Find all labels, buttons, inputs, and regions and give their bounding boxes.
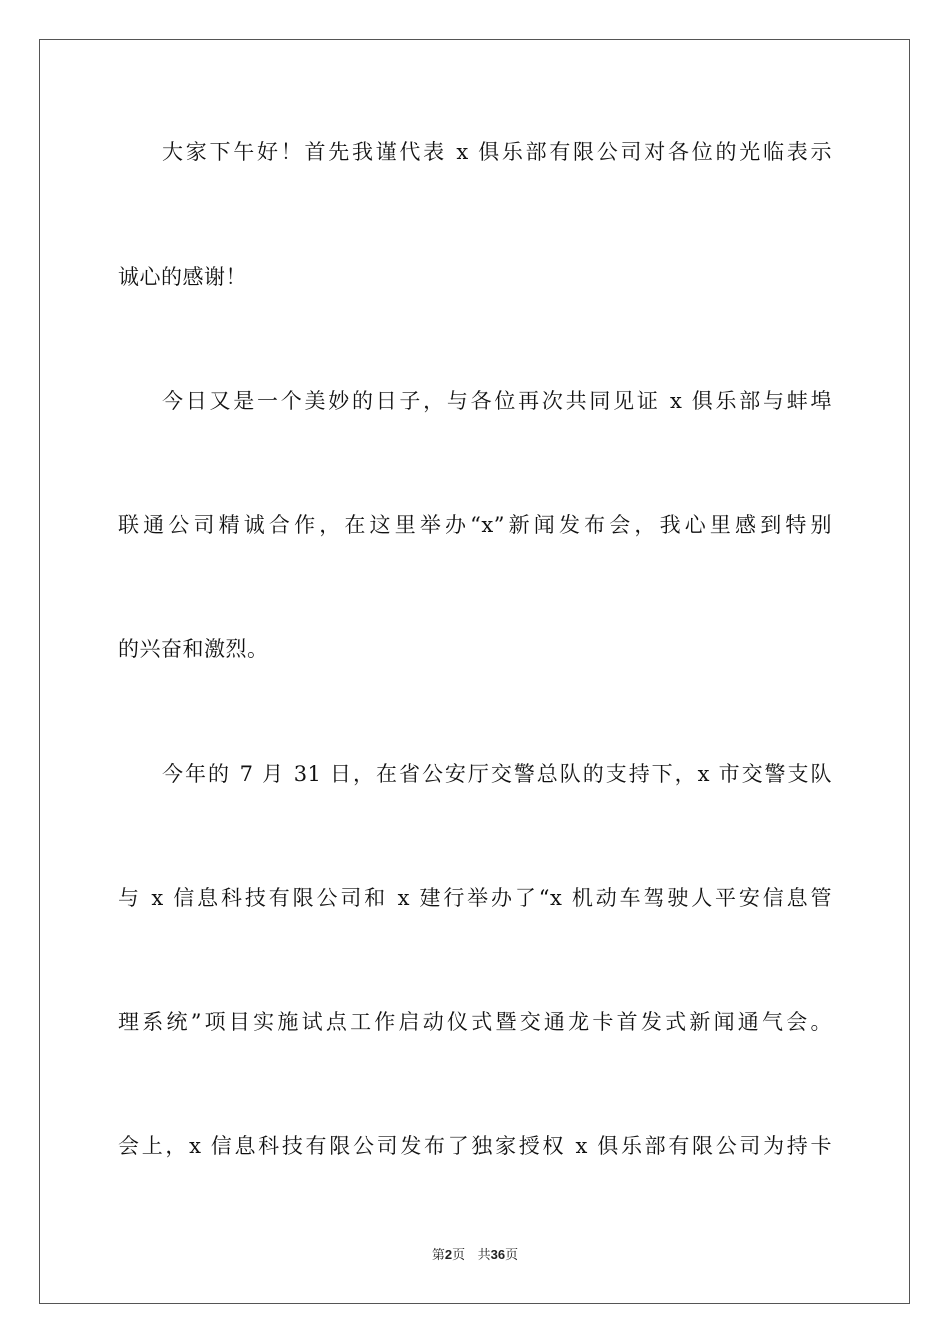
paragraph-line: 联通公司精诚合作，在这里举办“x”新闻发布会，我心里感到特别 <box>118 513 832 537</box>
paragraph-line: 诚心的感谢！ <box>118 265 247 289</box>
paragraph-line: 今年的 7 月 31 日，在省公安厅交警总队的支持下，x 市交警支队 <box>162 762 832 786</box>
total-pages-prefix: 共 <box>477 1248 491 1263</box>
paragraph-line: 大家下午好！首先我谨代表 x 俱乐部有限公司对各位的光临表示 <box>162 140 832 164</box>
paragraph-line: 会上，x 信息科技有限公司发布了独家授权 x 俱乐部有限公司为持卡 <box>118 1134 832 1158</box>
paragraph-line: 与 x 信息科技有限公司和 x 建行举办了“x 机动车驾驶人平安信息管 <box>118 886 832 910</box>
paragraph-line: 理系统”项目实施试点工作启动仪式暨交通龙卡首发式新闻通气会。 <box>118 1010 832 1034</box>
paragraph-line: 今日又是一个美妙的日子，与各位再次共同见证 x 俱乐部与蚌埠 <box>162 389 832 413</box>
page-footer <box>0 1246 950 1265</box>
total-pages-suffix: 页 <box>505 1248 519 1263</box>
paragraph-line: 的兴奋和激烈。 <box>118 637 269 661</box>
page-number-prefix: 第 <box>431 1248 445 1263</box>
total-pages: 36 <box>490 1247 506 1262</box>
page-number: 2 <box>444 1247 453 1262</box>
page-number-suffix: 页 <box>452 1248 466 1263</box>
page-border <box>39 39 910 1304</box>
